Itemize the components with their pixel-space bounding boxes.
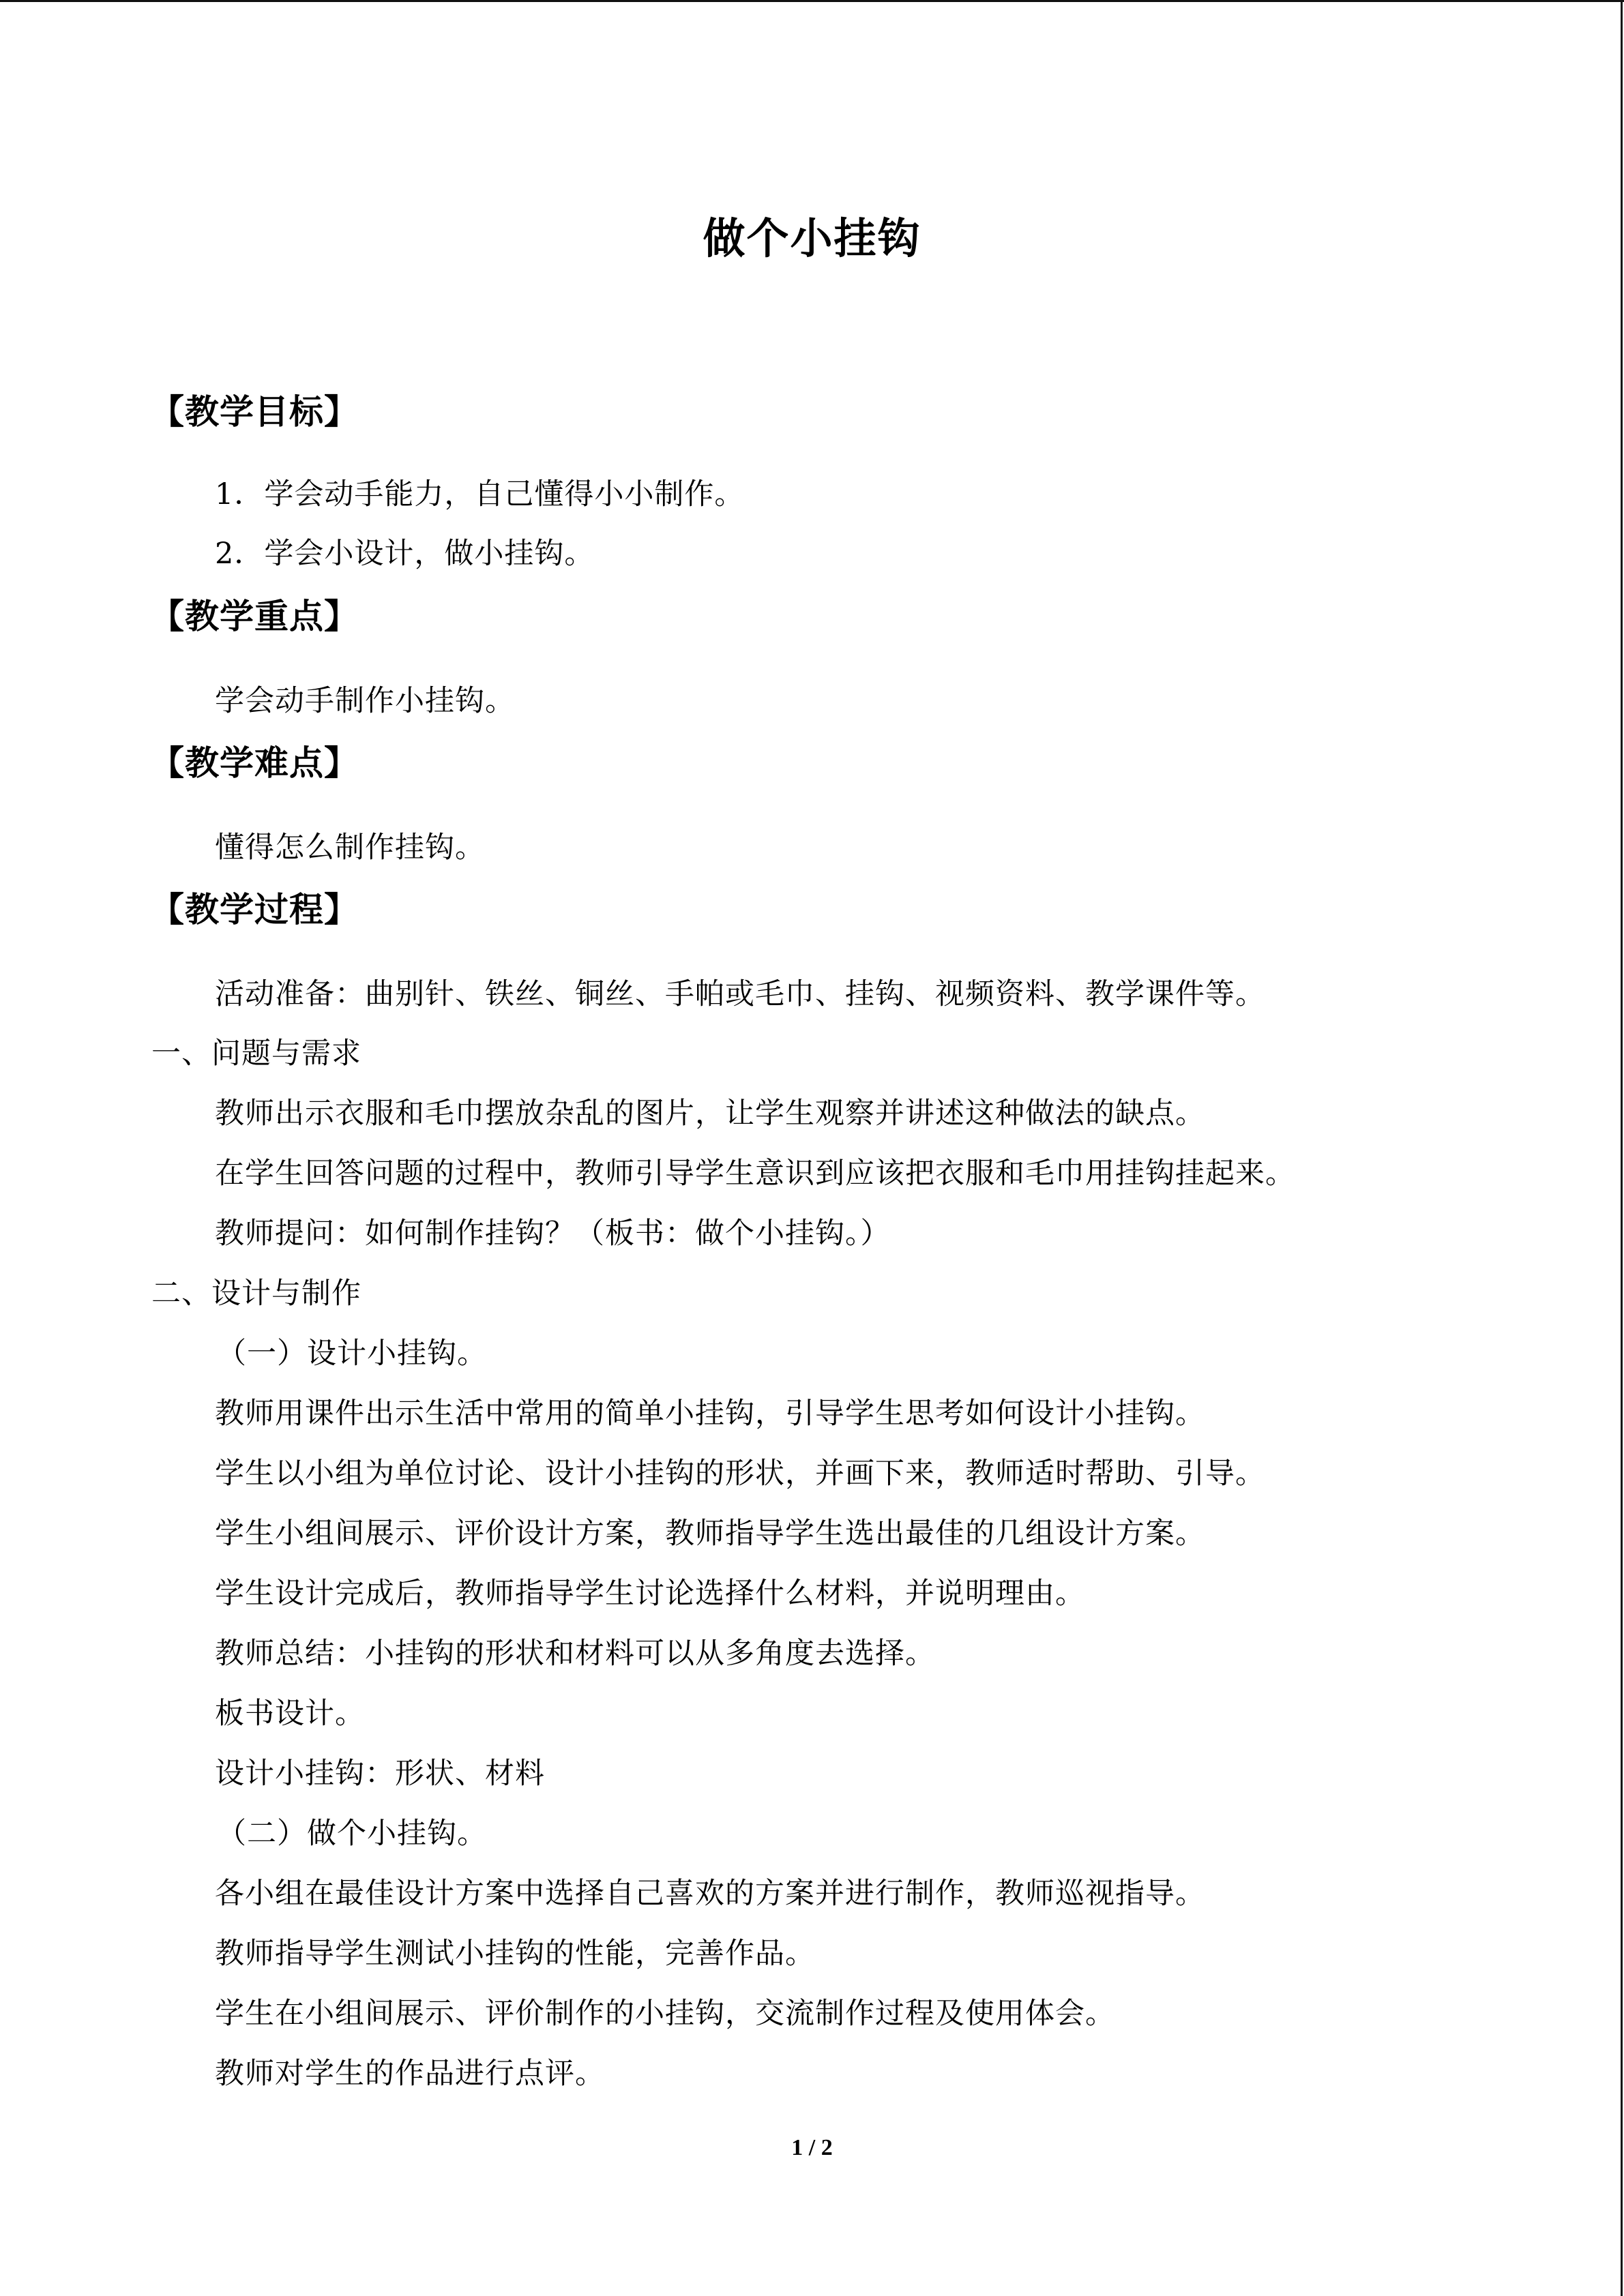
heading-process: 【教学过程】	[150, 890, 359, 929]
part2-sub1-line-3: 学生小组间展示、评价设计方案，教师指导学生选出最佳的几组设计方案。	[215, 1517, 1205, 1551]
objective-item-1: 1．学会动手能力，自己懂得小小制作。	[215, 477, 745, 511]
part2-sub2-line-4: 教师对学生的作品进行点评。	[215, 2057, 605, 2091]
part2-title: 二、设计与制作	[151, 1277, 361, 1311]
part2-sub2-title: （二）做个小挂钩。	[217, 1817, 487, 1851]
part2-sub1-line-2: 学生以小组为单位讨论、设计小挂钩的形状，并画下来，教师适时帮助、引导。	[215, 1457, 1265, 1491]
part2-sub1-line-6: 板书设计。	[215, 1697, 365, 1731]
difficulties-text: 懂得怎么制作挂钩。	[215, 831, 485, 865]
part2-sub1-line-5: 教师总结：小挂钩的形状和材料可以从多角度去选择。	[215, 1637, 935, 1671]
part1-title: 一、问题与需求	[151, 1037, 361, 1071]
part2-sub2-line-3: 学生在小组间展示、评价制作的小挂钩，交流制作过程及使用体会。	[215, 1997, 1115, 2031]
part2-sub1-line-4: 学生设计完成后，教师指导学生讨论选择什么材料，并说明理由。	[215, 1577, 1085, 1611]
page-title: 做个小挂钩	[703, 213, 921, 263]
page-number: 1 / 2	[791, 2135, 833, 2160]
heading-key-points: 【教学重点】	[150, 597, 359, 636]
key-points-text: 学会动手制作小挂钩。	[215, 684, 515, 718]
process-preparation: 活动准备：曲别针、铁丝、铜丝、手帕或毛巾、挂钩、视频资料、教学课件等。	[215, 977, 1265, 1011]
heading-difficulties: 【教学难点】	[150, 743, 359, 783]
part2-sub2-line-1: 各小组在最佳设计方案中选择自己喜欢的方案并进行制作，教师巡视指导。	[215, 1877, 1205, 1911]
part1-line-2: 在学生回答问题的过程中，教师引导学生意识到应该把衣服和毛巾用挂钩挂起来。	[215, 1157, 1295, 1191]
part2-sub1-line-7: 设计小挂钩：形状、材料	[215, 1757, 545, 1791]
part2-sub1-line-1: 教师用课件出示生活中常用的简单小挂钩，引导学生思考如何设计小挂钩。	[215, 1397, 1205, 1431]
part2-sub2-line-2: 教师指导学生测试小挂钩的性能，完善作品。	[215, 1937, 815, 1971]
objective-item-2: 2．学会小设计，做小挂钩。	[215, 537, 595, 571]
heading-objectives: 【教学目标】	[150, 392, 359, 432]
part2-sub1-title: （一）设计小挂钩。	[217, 1337, 487, 1371]
part1-line-3: 教师提问：如何制作挂钩？（板书：做个小挂钩。）	[215, 1217, 891, 1251]
part1-line-1: 教师出示衣服和毛巾摆放杂乱的图片，让学生观察并讲述这种做法的缺点。	[215, 1097, 1205, 1131]
